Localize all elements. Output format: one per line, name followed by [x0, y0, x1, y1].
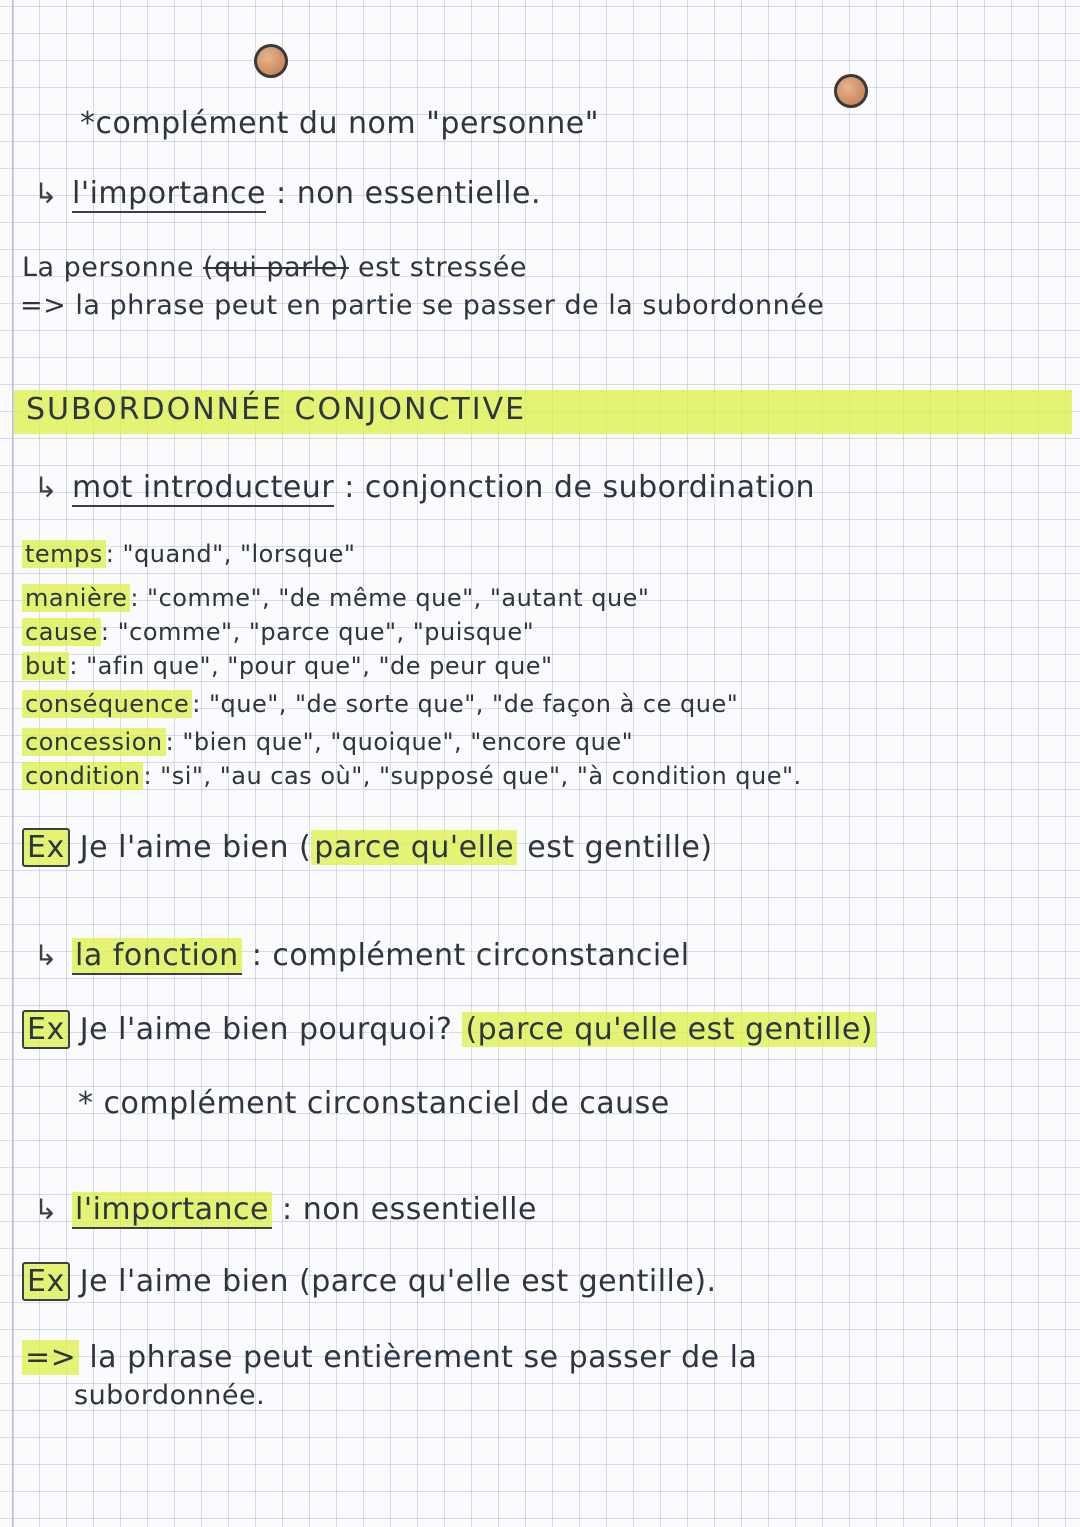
- mot-introducteur-label: mot introducteur: [72, 470, 335, 505]
- section-title-text: SUBORDONNÉE CONJONCTIVE: [26, 392, 527, 427]
- conj-text: : "que", "de sorte que", "de façon à ce que": [192, 690, 739, 718]
- example-line-3: [22, 1264, 717, 1299]
- complement-du-nom-text: *complément du nom "personne": [80, 106, 600, 141]
- importance-line-1: [34, 176, 541, 211]
- importance-line-2: [34, 1192, 537, 1227]
- conj-row-cause: [22, 618, 534, 646]
- example-line-1: [22, 830, 713, 865]
- fonction-label: la fonction: [72, 938, 242, 975]
- conj-text: : "comme", "parce que", "puisque": [100, 618, 535, 646]
- conj-row-concession: [22, 728, 633, 756]
- conclusion-line-2: [22, 1340, 757, 1375]
- conj-text: : "bien que", "quoique", "encore que": [165, 728, 634, 756]
- conj-row-temps: [22, 540, 355, 568]
- ccc-line: [78, 1086, 670, 1121]
- sub-arrow-icon: ↳: [34, 1193, 58, 1226]
- conj-label: concession: [22, 728, 166, 756]
- example-personne-line: [22, 252, 527, 283]
- example-1-highlight: parce qu'elle: [311, 830, 517, 865]
- example-personne-start: La personne: [22, 252, 194, 283]
- conj-row-but: [22, 652, 553, 680]
- conj-label: cause: [22, 618, 101, 646]
- importance-value-1: : non essentielle.: [276, 176, 542, 211]
- example-struck-text: (qui parle): [203, 252, 349, 283]
- example-line-2: [22, 1012, 876, 1047]
- binder-hole-left: [254, 44, 288, 78]
- importance-value-2: : non essentielle: [282, 1192, 537, 1227]
- example-3-text: Je l'aime bien (parce qu'elle est gentille).: [79, 1264, 717, 1299]
- conclusion-arrow: =>: [22, 1340, 79, 1375]
- sub-arrow-icon: ↳: [34, 939, 58, 972]
- conj-text: : "quand", "lorsque": [105, 540, 356, 568]
- fonction-line: [34, 938, 690, 973]
- importance-label-1: l'importance: [72, 176, 266, 211]
- margin-line: [12, 0, 14, 1527]
- conj-row-consequence: [22, 690, 738, 718]
- conj-row-condition: [22, 762, 802, 790]
- conclusion-text-2a: la phrase peut entièrement se passer de la: [89, 1340, 758, 1375]
- ccc-text: * complément circonstanciel de cause: [78, 1086, 670, 1121]
- importance-label-2: l'importance: [72, 1192, 272, 1229]
- conj-text: : "comme", "de même que", "autant que": [130, 584, 650, 612]
- complement-du-nom-line: [80, 106, 599, 141]
- conj-label: temps: [22, 540, 106, 568]
- ex-badge: Ex: [22, 828, 70, 867]
- ex-badge: Ex: [22, 1010, 70, 1049]
- conj-label: conséquence: [22, 690, 192, 718]
- mot-introducteur-line: [34, 470, 815, 505]
- mot-introducteur-value: : conjonction de subordination: [344, 470, 816, 505]
- example-2-start: Je l'aime bien pourquoi?: [79, 1012, 463, 1047]
- example-2-highlight: (parce qu'elle est gentille): [462, 1012, 876, 1047]
- conj-text: : "si", "au cas où", "supposé que", "à condition que".: [143, 762, 802, 790]
- ex-badge: Ex: [22, 1262, 70, 1301]
- conj-label: but: [22, 652, 69, 680]
- fonction-value: : complément circonstanciel: [251, 938, 690, 973]
- conclusion-line-2b: [74, 1380, 265, 1411]
- conclusion-text-1: => la phrase peut en partie se passer de la subordonnée: [20, 290, 825, 321]
- conclusion-text-2b: subordonnée.: [74, 1380, 266, 1411]
- sub-arrow-icon: ↳: [34, 471, 58, 504]
- conj-label: condition: [22, 762, 143, 790]
- example-1-start: Je l'aime bien (: [79, 830, 312, 865]
- conclusion-line-1: [20, 290, 824, 321]
- conj-row-maniere: [22, 584, 649, 612]
- sub-arrow-icon: ↳: [34, 177, 58, 210]
- conj-text: : "afin que", "pour que", "de peur que": [69, 652, 553, 680]
- conj-label: manière: [22, 584, 130, 612]
- binder-hole-right: [834, 74, 868, 108]
- example-personne-end: est stressée: [357, 252, 527, 283]
- example-1-end: est gentille): [517, 830, 713, 865]
- section-title: [26, 392, 526, 427]
